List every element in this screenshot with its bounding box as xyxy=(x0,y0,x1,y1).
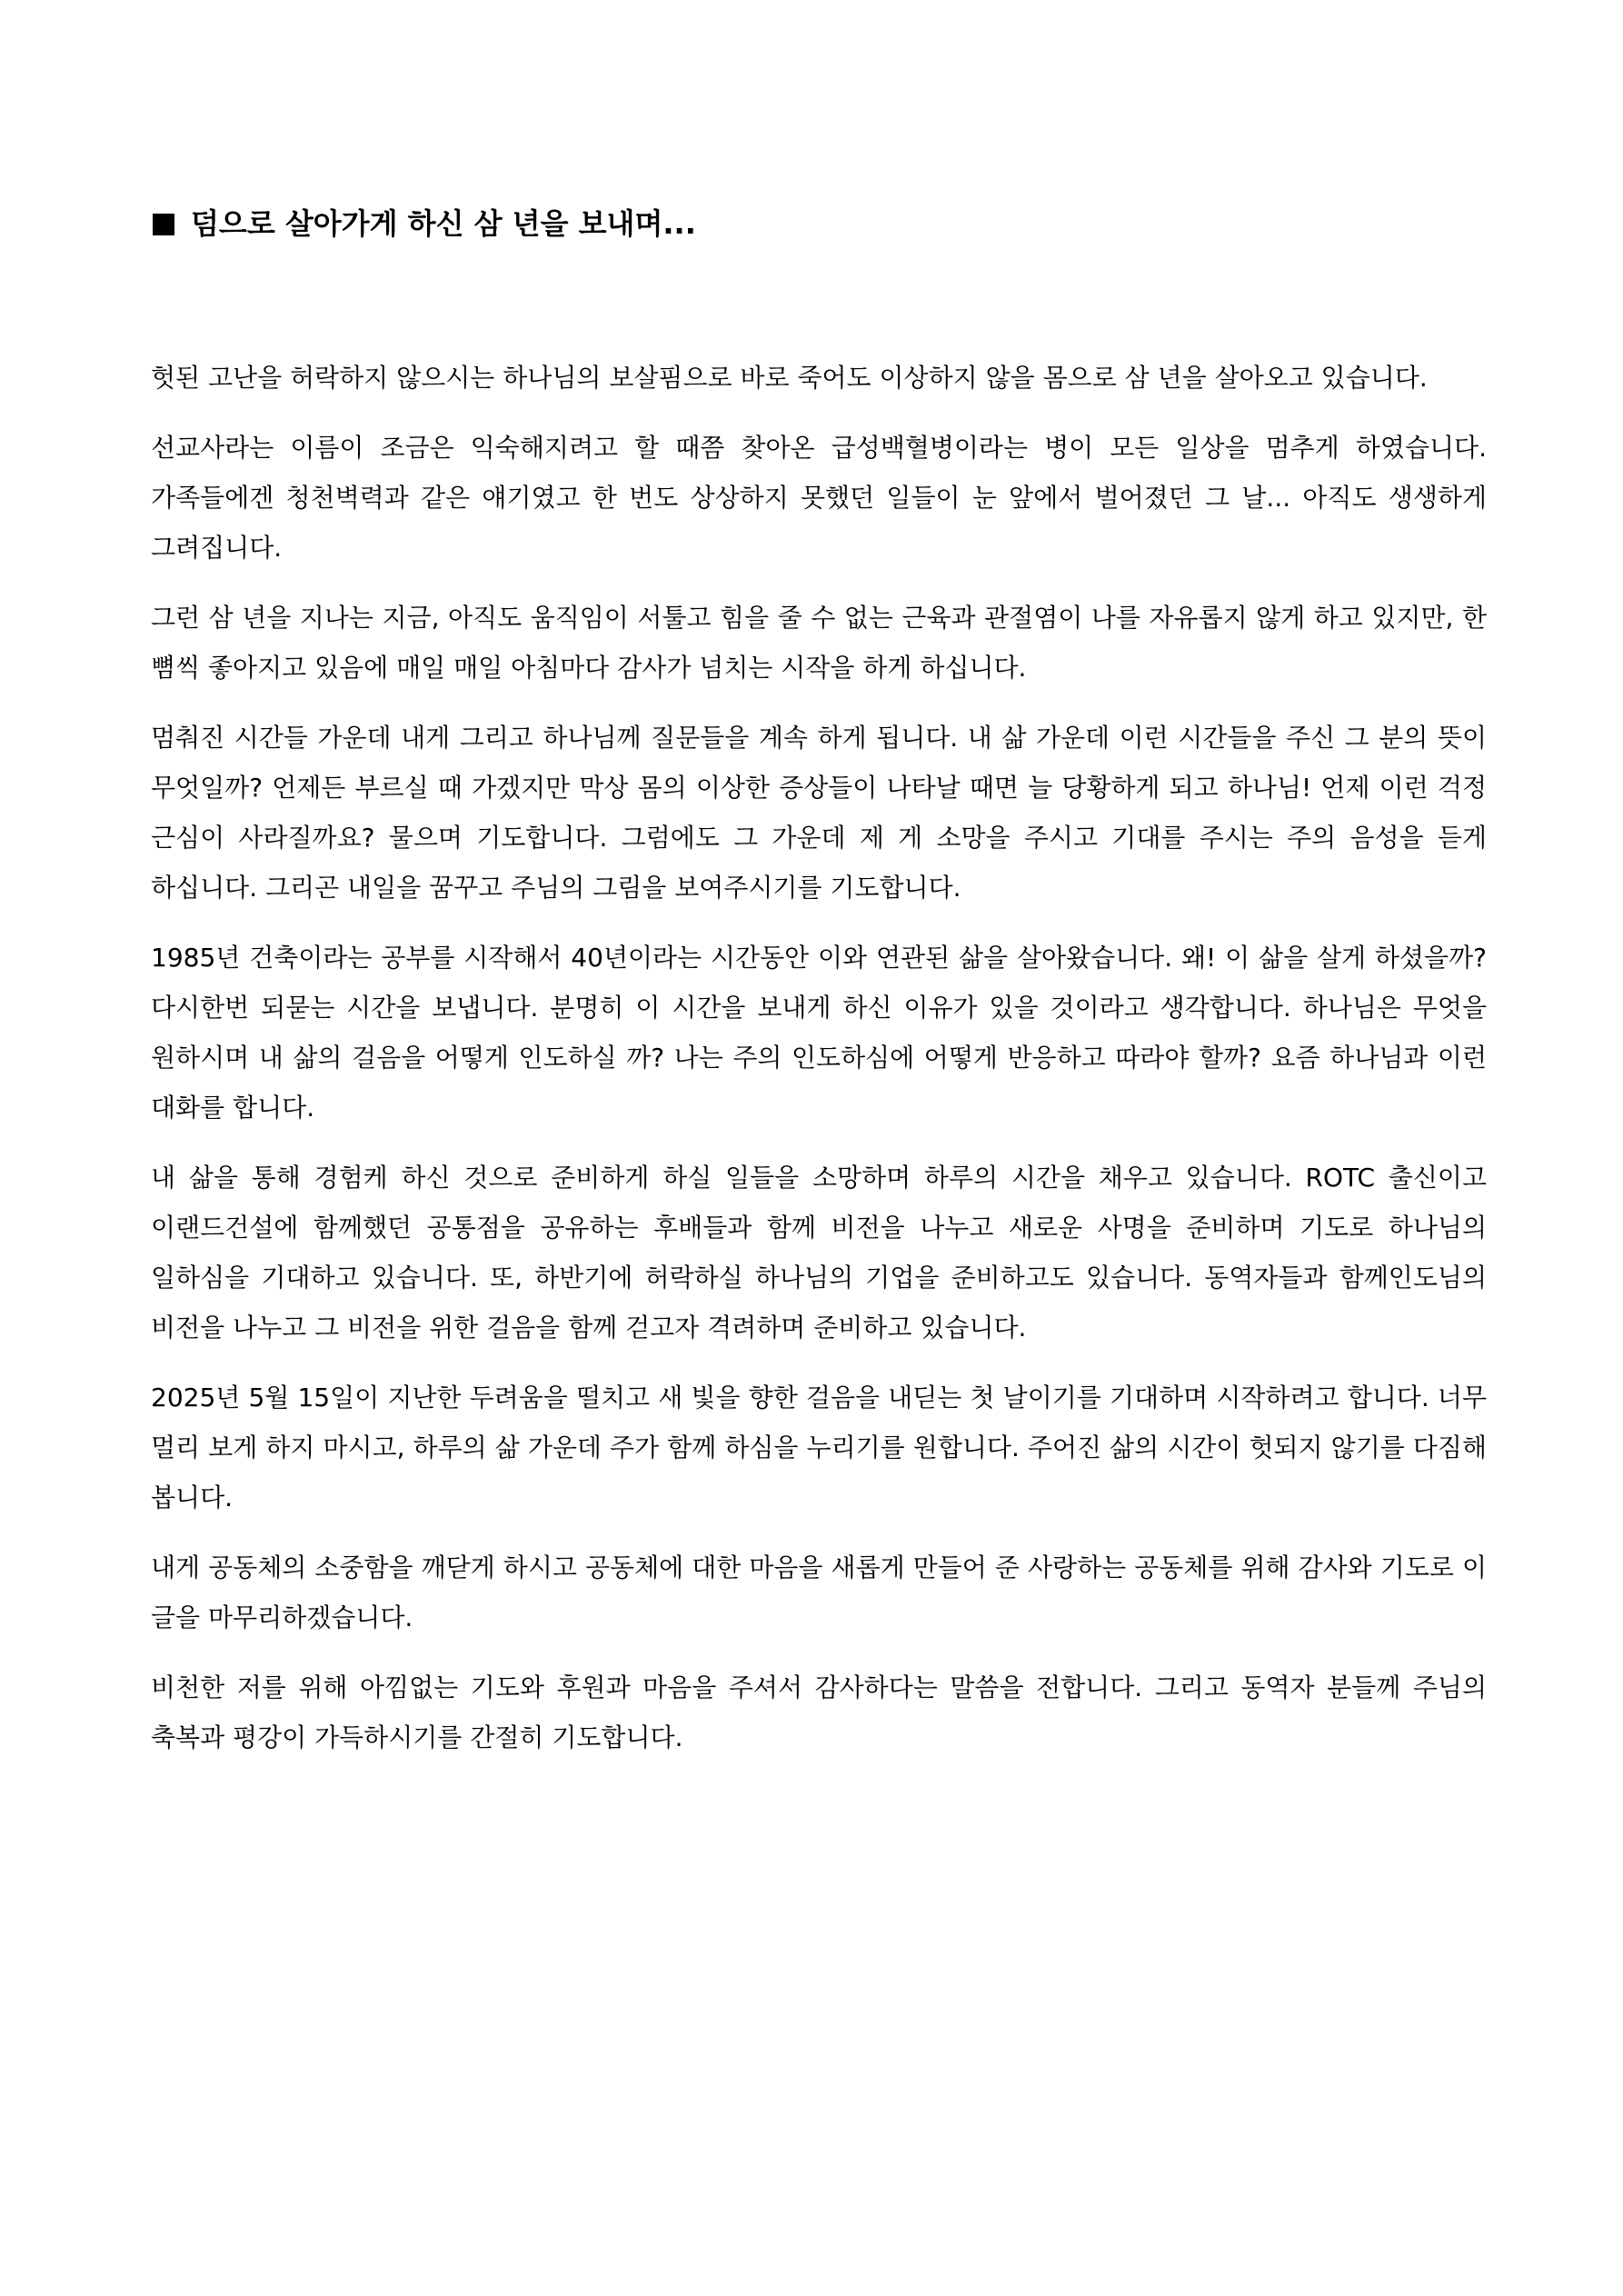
paragraph-4: 멈춰진 시간들 가운데 내게 그리고 하나님께 질문들을 계속 하게 됩니다. 내 삶 가운데 이런 시간들을 주신 그 분의 뜻이 무엇일까? 언제든 부르실 때 가겠지만 막상 몸의 이상한 증상들이 나타날 때면 늘 당황하게 되고 하나님! 언제 이런 걱정 근심이 사라질까요? 물으며 기도합니다. 그럼에도 그 가운데 제 게 소망을 주시고 기대를 주시는 주의 음성을 듣게 하십니다. 그리곤 내일을 꿈꾸고 주님의 그림을 보여주시기를 기도합니다. xyxy=(151,723,1487,903)
paragraph-1: 헛된 고난을 허락하지 않으시는 하나님의 보살핌으로 바로 죽어도 이상하지 않을 몸으로 삼 년을 살아오고 있습니다. xyxy=(151,363,1428,393)
paragraph-6: 내 삶을 통해 경험케 하신 것으로 준비하게 하실 일들을 소망하며 하루의 시간을 채우고 있습니다. ROTC 출신이고 이랜드건설에 함께했던 공통점을 공유하는 후배들과 함께 비전을 나누고 새로운 사명을 준비하며 기도로 하나님의 일하심을 기대하고 있습니다. 또, 하반기에 허락하실 하나님의 기업을 준비하고도 있습니다. 동역자들과 함께인도님의 비전을 나누고 그 비전을 위한 걸음을 함께 걷고자 격려하며 준비하고 있습니다. xyxy=(151,1163,1487,1343)
paragraph-5: 1985년 건축이라는 공부를 시작해서 40년이라는 시간동안 이와 연관된 삶을 살아왔습니다. 왜! 이 삶을 살게 하셨을까? 다시한번 되묻는 시간을 보냅니다. 분명히 이 시간을 보내게 하신 이유가 있을 것이라고 생각합니다. 하나님은 무엇을 원하시며 내 삶의 걸음을 어떻게 인도하실 까? 나는 주의 인도하심에 어떻게 반응하고 따라야 할까? 요즘 하나님과 이런 대화를 합니다. xyxy=(151,943,1487,1123)
paragraph-3: 그런 삼 년을 지나는 지금, 아직도 움직임이 서툴고 힘을 줄 수 없는 근육과 관절염이 나를 자유롭지 않게 하고 있지만, 한 뼘씩 좋아지고 있음에 매일 매일 아침마다 감사가 넘치는 시작을 하게 하십니다. xyxy=(151,603,1487,683)
document-body xyxy=(151,353,1487,1782)
black-square-icon xyxy=(153,214,174,235)
paragraph-2: 선교사라는 이름이 조금은 익숙해지려고 할 때쯤 찾아온 급성백혈병이라는 병이 모든 일상을 멈추게 하였습니다. 가족들에겐 청천벽력과 같은 얘기였고 한 번도 상상하지 못했던 일들이 눈 앞에서 벌어졌던 그 날... 아직도 생생하게 그려집니다. xyxy=(151,433,1487,563)
paragraph-8: 내게 공동체의 소중함을 깨닫게 하시고 공동체에 대한 마음을 새롭게 만들어 준 사랑하는 공동체를 위해 감사와 기도로 이 글을 마무리하겠습니다. xyxy=(151,1552,1487,1632)
document-title-text: 덤으로 살아가게 하신 삼 년을 보내며... xyxy=(191,206,696,241)
paragraph-9: 비천한 저를 위해 아낌없는 기도와 후원과 마음을 주셔서 감사하다는 말씀을 전합니다. 그리고 동역자 분들께 주님의 축복과 평강이 가득하시기를 간절히 기도합니다. xyxy=(151,1672,1487,1752)
paragraph-7: 2025년 5월 15일이 지난한 두려움을 떨치고 새 빛을 향한 걸음을 내딛는 첫 날이기를 기대하며 시작하려고 합니다. 너무 멀리 보게 하지 마시고, 하루의 삶 가운데 주가 함께 하심을 누리기를 원합니다. 주어진 삶의 시간이 헛되지 않기를 다짐해 봅니다. xyxy=(151,1383,1487,1512)
document-title xyxy=(153,202,1479,245)
